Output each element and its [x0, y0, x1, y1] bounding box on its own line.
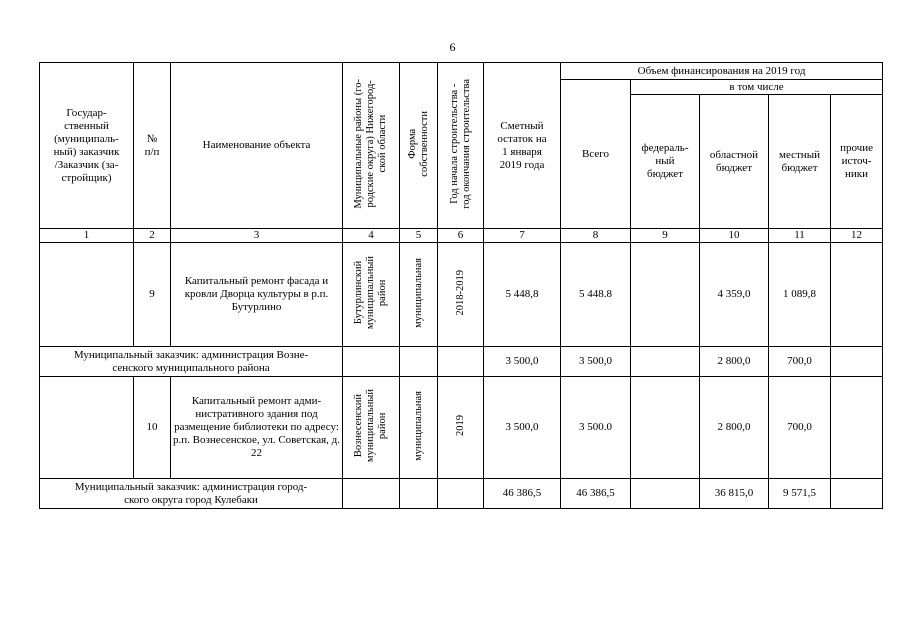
row-district: Вознесенский муниципальный район: [343, 377, 400, 479]
table-row: [40, 377, 883, 479]
page-number: 6: [449, 40, 456, 54]
subtotal-ownership: [400, 347, 438, 377]
subtotal-other: [831, 347, 883, 377]
header-customer: Государ- ственный (муниципаль- ный) заказчик /Заказчик (за- стройщик): [40, 63, 134, 229]
column-number-row: [40, 229, 883, 243]
subtotal-total: 3 500,0: [561, 347, 631, 377]
header-ownership: Форма собственности: [400, 63, 438, 229]
row-number: 10: [134, 377, 171, 479]
header-other: прочие источ- ники: [831, 95, 883, 229]
row-estimate: 3 500,0: [484, 377, 561, 479]
subtotal-label: Муниципальный заказчик: администрация город- ского округа город Кулебаки: [40, 479, 343, 509]
row-years: 2019: [438, 377, 484, 479]
header-including: в том числе: [631, 80, 883, 95]
row-customer: [40, 243, 134, 347]
column-number: 3: [171, 229, 343, 243]
column-number: 11: [769, 229, 831, 243]
row-ownership: муниципальная: [400, 243, 438, 347]
subtotal-total: 46 386,5: [561, 479, 631, 509]
subtotal-regional: 36 815,0: [700, 479, 769, 509]
row-regional: 4 359,0: [700, 243, 769, 347]
header-funding: Объем финансирования на 2019 год: [561, 63, 883, 80]
subtotal-ownership: [400, 479, 438, 509]
row-federal: [631, 243, 700, 347]
row-local: 700,0: [769, 377, 831, 479]
header-districts: Муниципальные районы (го- родские округа) Нижегород- ской области: [343, 63, 400, 229]
header-local: местный бюджет: [769, 95, 831, 229]
subtotal-regional: 2 800,0: [700, 347, 769, 377]
header-federal: федераль- ный бюджет: [631, 95, 700, 229]
subtotal-federal: [631, 479, 700, 509]
subtotal-row: [40, 479, 883, 509]
row-years: 2018-2019: [438, 243, 484, 347]
header-estimate: Сметный остаток на 1 января 2019 года: [484, 63, 561, 229]
row-federal: [631, 377, 700, 479]
row-customer: [40, 377, 134, 479]
subtotal-other: [831, 479, 883, 509]
row-local: 1 089,8: [769, 243, 831, 347]
subtotal-row: [40, 347, 883, 377]
row-regional: 2 800,0: [700, 377, 769, 479]
header-regional: областной бюджет: [700, 95, 769, 229]
row-ownership: муниципальная: [400, 377, 438, 479]
column-number: 4: [343, 229, 400, 243]
header-total: Всего: [561, 80, 631, 229]
column-number: 8: [561, 229, 631, 243]
header-object-name: Наименование объекта: [171, 63, 343, 229]
column-number: 9: [631, 229, 700, 243]
subtotal-years: [438, 479, 484, 509]
row-district: Бутурлинский муниципальный район: [343, 243, 400, 347]
table-row: [40, 243, 883, 347]
row-number: 9: [134, 243, 171, 347]
row-object-name: Капитальный ремонт фасада и кровли Дворца культуры в р.п. Бутурлино: [171, 243, 343, 347]
subtotal-local: 9 571,5: [769, 479, 831, 509]
subtotal-estimate: 46 386,5: [484, 479, 561, 509]
row-total: 3 500.0: [561, 377, 631, 479]
subtotal-years: [438, 347, 484, 377]
column-number: 6: [438, 229, 484, 243]
financing-table: [39, 62, 883, 509]
row-estimate: 5 448,8: [484, 243, 561, 347]
subtotal-estimate: 3 500,0: [484, 347, 561, 377]
header-years: Год начала строительства - год окончания строительства: [438, 63, 484, 229]
column-number: 7: [484, 229, 561, 243]
subtotal-district: [343, 347, 400, 377]
subtotal-district: [343, 479, 400, 509]
row-object-name: Капитальный ремонт адми-нистративного здания под размещение библиотеки по адресу: р.п. Вознесенское, ул. Советская, д. 22: [171, 377, 343, 479]
header-number: № п/п: [134, 63, 171, 229]
column-number: 5: [400, 229, 438, 243]
column-number: 10: [700, 229, 769, 243]
subtotal-label: Муниципальный заказчик: администрация Возне- сенского муниципального района: [40, 347, 343, 377]
subtotal-local: 700,0: [769, 347, 831, 377]
row-total: 5 448.8: [561, 243, 631, 347]
row-other: [831, 243, 883, 347]
column-number: 12: [831, 229, 883, 243]
row-other: [831, 377, 883, 479]
column-number: 2: [134, 229, 171, 243]
column-number: 1: [40, 229, 134, 243]
subtotal-federal: [631, 347, 700, 377]
